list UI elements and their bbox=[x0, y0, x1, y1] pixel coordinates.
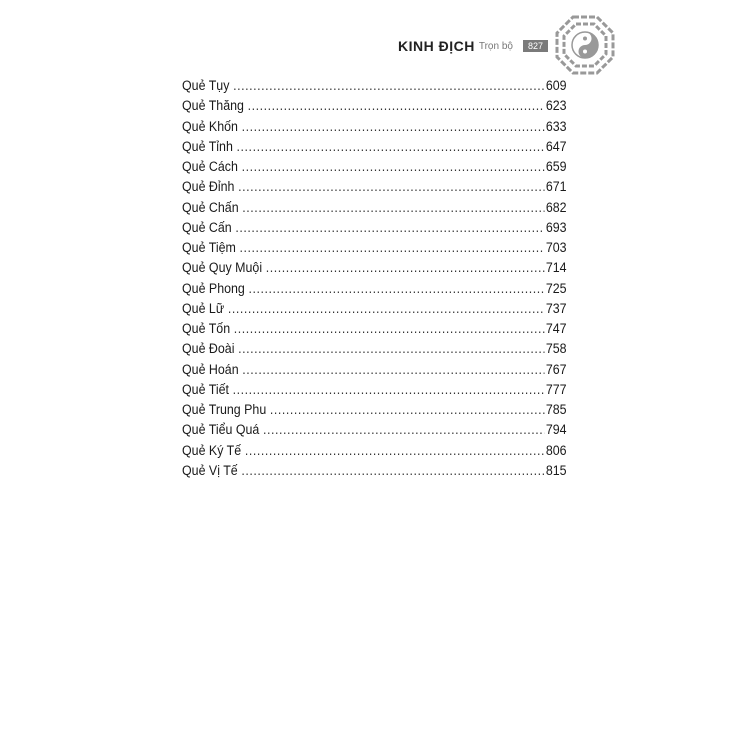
toc-entry-label: Quẻ Thăng bbox=[182, 98, 244, 114]
toc-entry bbox=[182, 443, 567, 463]
toc-entry-label: Quẻ Tiệm bbox=[182, 240, 236, 255]
toc-entry-label: Quẻ Đỉnh bbox=[182, 179, 235, 195]
book-subtitle: Trọn bộ bbox=[478, 40, 513, 52]
toc-entry-label: Quẻ Khốn bbox=[182, 118, 238, 134]
toc-entry-label: Quẻ Vị Tế bbox=[182, 462, 238, 478]
toc-entry-page: 785 bbox=[545, 402, 567, 417]
toc-entry-page: 703 bbox=[545, 240, 567, 255]
toc-entry-page: 806 bbox=[545, 442, 567, 458]
toc-entry-page: 659 bbox=[545, 159, 567, 174]
dot-leader bbox=[249, 281, 545, 296]
dot-leader bbox=[242, 119, 545, 134]
dot-leader bbox=[242, 362, 545, 377]
toc-entry-label: Quẻ Tụy bbox=[182, 78, 230, 93]
toc-entry bbox=[182, 260, 567, 280]
toc-entry-label: Quẻ Tốn bbox=[182, 321, 231, 336]
dot-leader bbox=[235, 220, 545, 235]
toc-entry-page: 714 bbox=[545, 260, 567, 276]
toc-entry-page: 794 bbox=[545, 422, 567, 438]
book-title: KINH ĐỊCH bbox=[398, 38, 475, 54]
toc-entry bbox=[182, 362, 567, 382]
toc-entry-page: 633 bbox=[545, 118, 567, 134]
toc-entry-label: Quẻ Quy Muội bbox=[182, 260, 263, 276]
toc-entry-page: 758 bbox=[545, 341, 567, 357]
dot-leader bbox=[238, 341, 545, 356]
toc-entry bbox=[182, 281, 567, 301]
bagua-yin-yang-icon bbox=[554, 14, 616, 76]
toc-entry bbox=[182, 159, 567, 179]
toc-entry-page: 623 bbox=[545, 98, 567, 114]
toc-entry bbox=[182, 301, 567, 321]
dot-leader bbox=[248, 98, 545, 113]
toc-entry-label: Quẻ Ký Tế bbox=[182, 442, 242, 458]
toc-entry-label: Quẻ Cách bbox=[182, 159, 238, 174]
dot-leader bbox=[233, 382, 545, 397]
toc-entry-page: 609 bbox=[545, 78, 567, 93]
dot-leader bbox=[242, 200, 545, 215]
toc-entry bbox=[182, 422, 567, 442]
dot-leader bbox=[270, 402, 545, 417]
dot-leader bbox=[263, 422, 545, 437]
toc-entry-label: Quẻ Trung Phu bbox=[182, 402, 267, 417]
toc-entry-page: 682 bbox=[545, 199, 567, 215]
toc-entry-page: 767 bbox=[545, 361, 567, 377]
dot-leader bbox=[266, 260, 545, 275]
dot-leader bbox=[233, 78, 545, 93]
toc-entry-page: 647 bbox=[545, 138, 567, 154]
dot-leader bbox=[237, 139, 545, 154]
toc-entry-label: Quẻ Tỉnh bbox=[182, 138, 233, 154]
toc-entry-page: 747 bbox=[545, 321, 567, 336]
toc-entry bbox=[182, 321, 567, 341]
toc-entry-page: 671 bbox=[545, 179, 567, 195]
toc-entry-label: Quẻ Tiểu Quá bbox=[182, 422, 260, 438]
toc-entry-label: Quẻ Tiết bbox=[182, 381, 229, 397]
toc-entry-label: Quẻ Lữ bbox=[182, 300, 225, 316]
toc-entry bbox=[182, 139, 567, 159]
toc-entry-page: 725 bbox=[545, 280, 567, 296]
toc-entry bbox=[182, 179, 567, 199]
toc-entry-label: Quẻ Hoán bbox=[182, 361, 239, 377]
toc-entry bbox=[182, 78, 567, 98]
table-of-contents bbox=[182, 78, 567, 483]
dot-leader bbox=[238, 179, 545, 194]
toc-entry bbox=[182, 240, 567, 260]
toc-entry bbox=[182, 98, 567, 118]
toc-entry bbox=[182, 200, 567, 220]
toc-entry-page: 737 bbox=[545, 300, 567, 316]
toc-entry-page: 815 bbox=[545, 462, 567, 478]
dot-leader bbox=[245, 443, 545, 458]
toc-entry bbox=[182, 119, 567, 139]
dot-leader bbox=[228, 301, 545, 316]
toc-entry bbox=[182, 341, 567, 361]
toc-entry-label: Quẻ Cấn bbox=[182, 219, 232, 235]
toc-entry bbox=[182, 220, 567, 240]
dot-leader bbox=[234, 321, 545, 336]
toc-entry bbox=[182, 463, 567, 483]
dot-leader bbox=[240, 240, 545, 255]
dot-leader bbox=[241, 463, 545, 478]
toc-entry bbox=[182, 402, 567, 422]
toc-entry bbox=[182, 382, 567, 402]
toc-entry-label: Quẻ Đoài bbox=[182, 341, 235, 357]
page-number-badge: 827 bbox=[523, 40, 548, 52]
toc-entry-label: Quẻ Phong bbox=[182, 280, 245, 296]
running-header bbox=[398, 37, 548, 55]
toc-entry-page: 693 bbox=[545, 219, 567, 235]
toc-entry-label: Quẻ Chấn bbox=[182, 199, 239, 215]
toc-entry-page: 777 bbox=[545, 381, 567, 397]
dot-leader bbox=[242, 159, 545, 174]
